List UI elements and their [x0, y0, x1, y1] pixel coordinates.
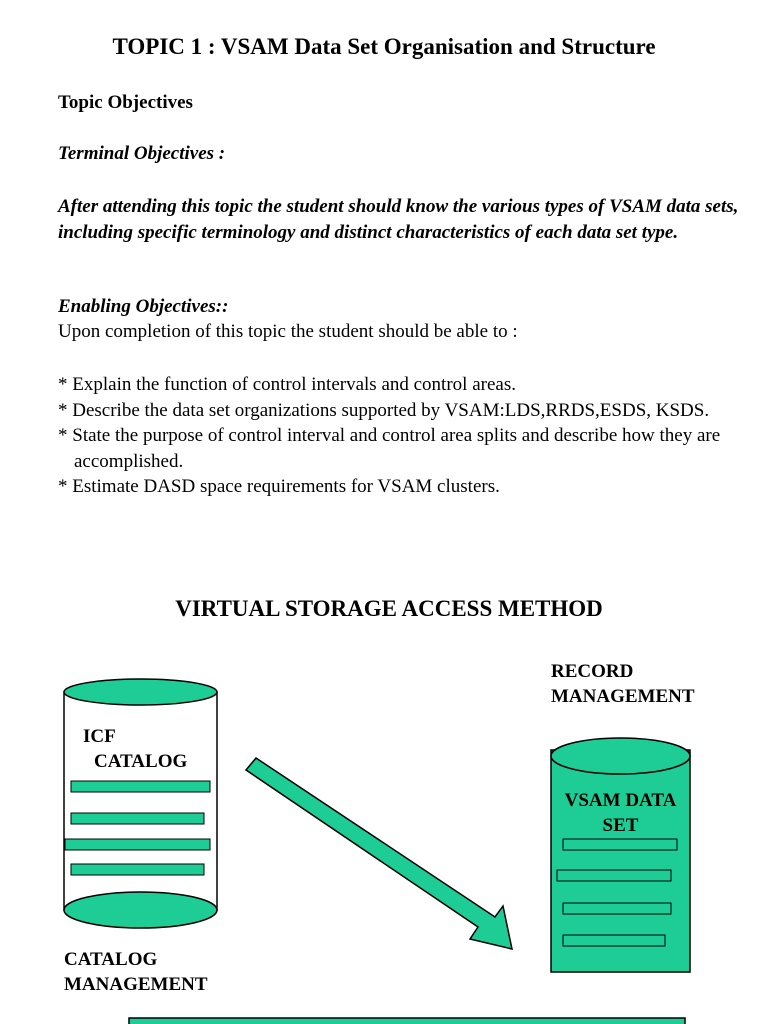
list-item: * Explain the function of control intervals and control areas. — [58, 374, 516, 395]
topic-objectives-heading: Topic Objectives — [58, 92, 193, 113]
catalog-management-label: CATALOG MANAGEMENT — [64, 949, 208, 995]
enabling-objectives-intro: Upon completion of this topic the student should be able to : — [58, 321, 518, 342]
arrow-icon — [246, 758, 512, 949]
vsam-dataset-label: VSAM DATA SET — [564, 790, 677, 836]
terminal-objectives-heading: Terminal Objectives : — [58, 143, 226, 164]
record-management-label: RECORD MANAGEMENT — [551, 661, 695, 707]
enabling-objectives-heading: Enabling Objectives:: — [58, 296, 229, 317]
list-item: * State the purpose of control interval and control area splits and describe how they are accomplished. — [58, 425, 721, 472]
list-item: * Describe the data set organizations supported by VSAM:LDS,RRDS,ESDS, KSDS. — [58, 399, 710, 421]
icf-catalog-label: ICF CATALOG — [83, 726, 188, 772]
vsam-dataset-cylinder — [551, 738, 690, 972]
bottom-bar — [129, 1018, 685, 1024]
terminal-objectives-text: After attending this topic the student should know the various types of VSAM data sets, including specific terminology and distinct characteristics of each data set type. — [58, 196, 739, 243]
objectives-list — [58, 372, 748, 500]
diagram-title: VIRTUAL STORAGE ACCESS METHOD — [175, 596, 603, 621]
page-title: TOPIC 1 : VSAM Data Set Organisation and Structure — [112, 34, 656, 59]
list-item: * Estimate DASD space requirements for VSAM clusters. — [58, 476, 500, 497]
icf-catalog-cylinder — [64, 679, 217, 928]
